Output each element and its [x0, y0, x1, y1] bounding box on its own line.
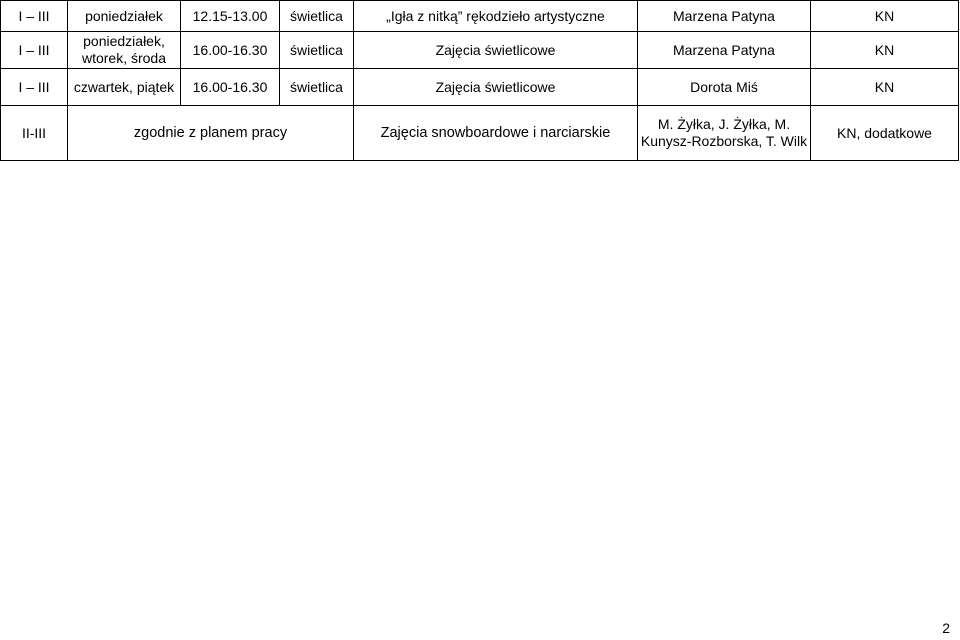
page-number: 2 [942, 620, 950, 636]
cell-klasy: II-III [1, 106, 68, 161]
table-row [1, 106, 959, 161]
cell-dzien: czwartek, piątek [68, 69, 181, 106]
cell-finansowanie: KN [811, 32, 959, 69]
cell-godziny: 16.00-16.30 [181, 32, 280, 69]
cell-prowadzacy: Marzena Patyna [638, 1, 811, 32]
activities-table [0, 0, 959, 161]
cell-godziny: 12.15-13.00 [181, 1, 280, 32]
table-row [1, 32, 959, 69]
cell-prowadzacy: M. Żyłka, J. Żyłka, M. Kunysz-Rozborska, T. Wilk [638, 106, 811, 161]
cell-klasy: I – III [1, 69, 68, 106]
cell-dzien: poniedziałek, wtorek, środa [68, 32, 181, 69]
cell-prowadzacy: Marzena Patyna [638, 32, 811, 69]
table-row [1, 1, 959, 32]
cell-nazwa: Zajęcia świetlicowe [354, 32, 638, 69]
cell-nazwa: „Igła z nitką” rękodzieło artystyczne [354, 1, 638, 32]
cell-prowadzacy: Dorota Miś [638, 69, 811, 106]
cell-miejsce: świetlica [280, 32, 354, 69]
cell-klasy: I – III [1, 1, 68, 32]
cell-nazwa: Zajęcia snowboardowe i narciarskie [354, 106, 638, 161]
cell-finansowanie: KN, dodatkowe [811, 106, 959, 161]
cell-finansowanie: KN [811, 69, 959, 106]
cell-dzien: poniedziałek [68, 1, 181, 32]
cell-finansowanie: KN [811, 1, 959, 32]
cell-godziny: 16.00-16.30 [181, 69, 280, 106]
table-row [1, 69, 959, 106]
cell-klasy: I – III [1, 32, 68, 69]
cell-miejsce: świetlica [280, 1, 354, 32]
cell-termin: zgodnie z planem pracy [68, 106, 354, 161]
cell-miejsce: świetlica [280, 69, 354, 106]
cell-nazwa: Zajęcia świetlicowe [354, 69, 638, 106]
